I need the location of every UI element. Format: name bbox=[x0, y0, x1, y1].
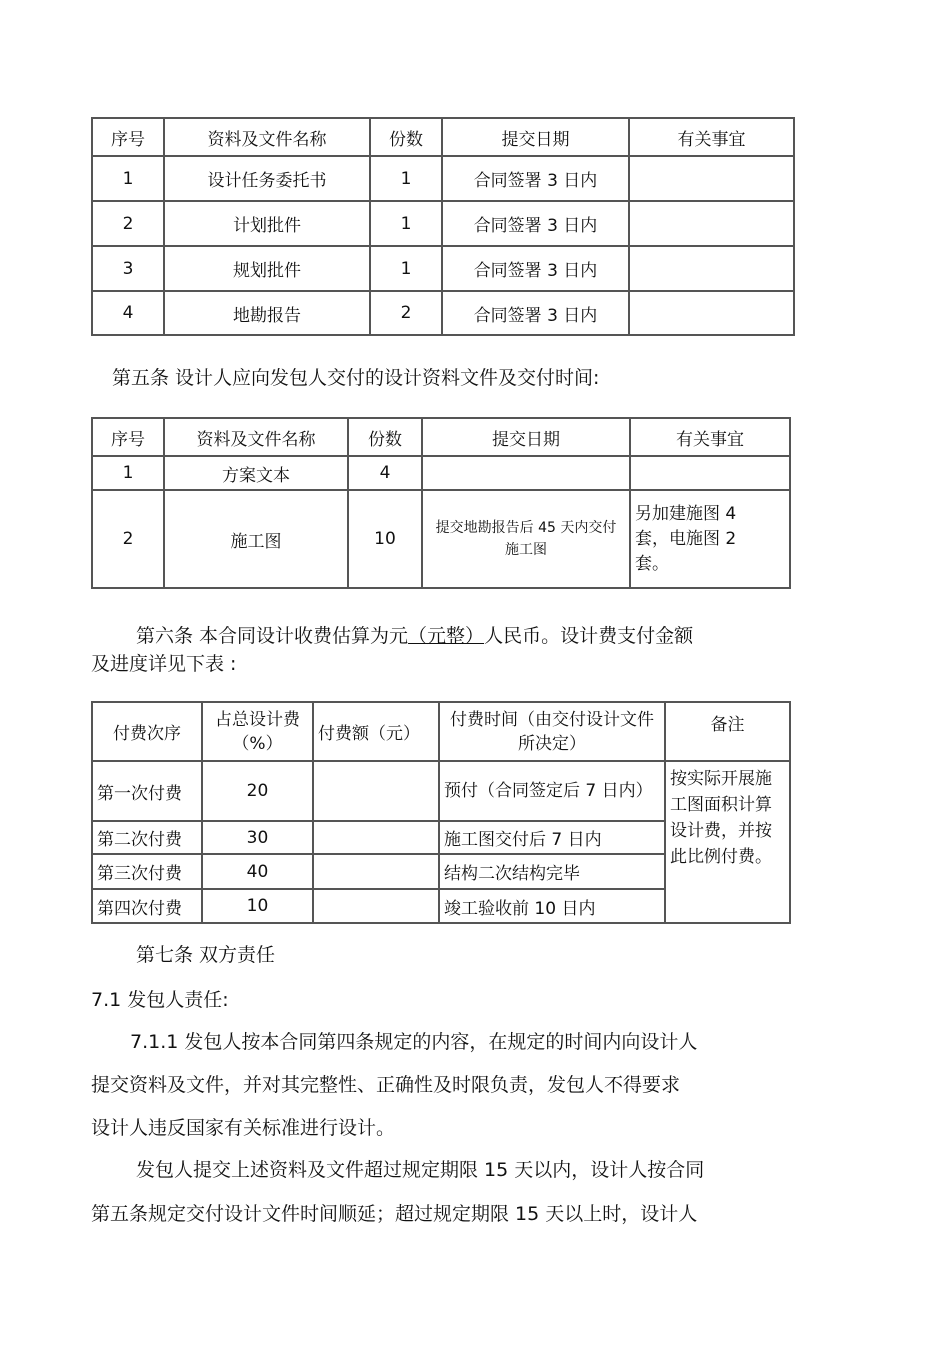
header-cell: 有关事宜 bbox=[629, 118, 794, 156]
table-row bbox=[92, 156, 794, 201]
header-cell: 提交日期 bbox=[442, 118, 629, 156]
table-cell bbox=[313, 821, 439, 854]
table-cell: 合同签署 3 日内 bbox=[442, 201, 629, 246]
table-row bbox=[92, 761, 790, 821]
table-cell: 1 bbox=[370, 246, 442, 291]
table-cell: 地勘报告 bbox=[164, 291, 370, 335]
table-cell bbox=[313, 761, 439, 821]
paragraph-line: 第五条规定交付设计文件时间顺延；超过规定期限 15 天以上时，设计人 bbox=[91, 1203, 698, 1225]
table-cell: 规划批件 bbox=[164, 246, 370, 291]
article-5-heading: 第五条 设计人应向发包人交付的设计资料文件及交付时间: bbox=[112, 367, 600, 389]
table-cell: 20 bbox=[202, 761, 313, 821]
table-cell: 施工图 bbox=[164, 490, 348, 588]
table-cell: 设计任务委托书 bbox=[164, 156, 370, 201]
table-cell: 另加建施图 4 套，电施图 2 套。 bbox=[630, 490, 790, 588]
table-cell: 4 bbox=[92, 291, 164, 335]
materials-table bbox=[91, 117, 795, 336]
article-6-line-1 bbox=[136, 621, 693, 648]
table-cell: 1 bbox=[92, 156, 164, 201]
table-cell: 合同签署 3 日内 bbox=[442, 246, 629, 291]
payment-table bbox=[91, 701, 791, 924]
table-cell bbox=[629, 246, 794, 291]
table-cell: 提交地勘报告后 45 天内交付施工图 bbox=[422, 490, 630, 588]
table-cell: 合同签署 3 日内 bbox=[442, 156, 629, 201]
section-7-1-heading: 7.1 发包人责任: bbox=[91, 989, 229, 1011]
table-cell: 第三次付费 bbox=[92, 854, 202, 889]
table-cell: 1 bbox=[370, 156, 442, 201]
table-cell bbox=[629, 291, 794, 335]
table-cell: 预付（合同签定后 7 日内） bbox=[439, 761, 665, 821]
header-cell: 序号 bbox=[92, 118, 164, 156]
header-cell: 付费时间（由交付设计文件所决定） bbox=[439, 702, 665, 761]
article-7-heading: 第七条 双方责任 bbox=[136, 944, 276, 966]
paragraph-line: 发包人提交上述资料及文件超过规定期限 15 天以内，设计人按合同 bbox=[136, 1159, 705, 1181]
article-6-suffix: 人民币。设计费支付金额 bbox=[484, 625, 694, 647]
header-cell: 备注 bbox=[665, 702, 790, 761]
header-cell: 份数 bbox=[348, 418, 422, 456]
header-cell: 有关事宜 bbox=[630, 418, 790, 456]
table-cell: 竣工验收前 10 日内 bbox=[439, 889, 665, 923]
header-cell: 付费次序 bbox=[92, 702, 202, 761]
table-cell: 计划批件 bbox=[164, 201, 370, 246]
table-row bbox=[92, 456, 790, 490]
table-cell: 2 bbox=[370, 291, 442, 335]
header-cell: 资料及文件名称 bbox=[164, 118, 370, 156]
paragraph-line: 7.1.1 发包人按本合同第四条规定的内容，在规定的时间内向设计人 bbox=[130, 1031, 698, 1053]
table-cell: 10 bbox=[202, 889, 313, 923]
table-row bbox=[92, 201, 794, 246]
table-cell bbox=[629, 201, 794, 246]
article-6-line-2: 及进度详见下表 : bbox=[91, 653, 237, 675]
table-row bbox=[92, 291, 794, 335]
table-cell: 合同签署 3 日内 bbox=[442, 291, 629, 335]
table-row bbox=[92, 246, 794, 291]
table-row bbox=[92, 490, 790, 588]
table-cell: 2 bbox=[92, 490, 164, 588]
table-cell: 40 bbox=[202, 854, 313, 889]
table-cell: 第二次付费 bbox=[92, 821, 202, 854]
paragraph-line: 设计人违反国家有关标准进行设计。 bbox=[91, 1117, 396, 1139]
table-cell bbox=[629, 156, 794, 201]
deliverables-table bbox=[91, 417, 791, 589]
header-cell: 资料及文件名称 bbox=[164, 418, 348, 456]
table-cell: 30 bbox=[202, 821, 313, 854]
table-cell: 1 bbox=[370, 201, 442, 246]
header-cell: 份数 bbox=[370, 118, 442, 156]
table-cell: 结构二次结构完毕 bbox=[439, 854, 665, 889]
table-cell bbox=[313, 854, 439, 889]
header-cell: 付费额（元） bbox=[313, 702, 439, 761]
table-cell: 3 bbox=[92, 246, 164, 291]
payment-note: 按实际开展施工图面积计算设计费，并按此比例付费。 bbox=[665, 761, 790, 923]
table-cell: 10 bbox=[348, 490, 422, 588]
table-cell: 方案文本 bbox=[164, 456, 348, 490]
table-cell: 4 bbox=[348, 456, 422, 490]
header-cell: 占总设计费（%） bbox=[202, 702, 313, 761]
table-cell bbox=[422, 456, 630, 490]
article-6-prefix: 第六条 本合同设计收费估算为元 bbox=[136, 625, 409, 647]
table-cell: 第一次付费 bbox=[92, 761, 202, 821]
table-cell: 1 bbox=[92, 456, 164, 490]
table-cell: 施工图交付后 7 日内 bbox=[439, 821, 665, 854]
table-cell bbox=[630, 456, 790, 490]
table-cell: 2 bbox=[92, 201, 164, 246]
paragraph-line: 提交资料及文件，并对其完整性、正确性及时限负责，发包人不得要求 bbox=[91, 1074, 681, 1096]
article-6-amount: （元整） bbox=[408, 625, 485, 647]
table-cell bbox=[313, 889, 439, 923]
header-cell: 提交日期 bbox=[422, 418, 630, 456]
header-cell: 序号 bbox=[92, 418, 164, 456]
table-cell: 第四次付费 bbox=[92, 889, 202, 923]
